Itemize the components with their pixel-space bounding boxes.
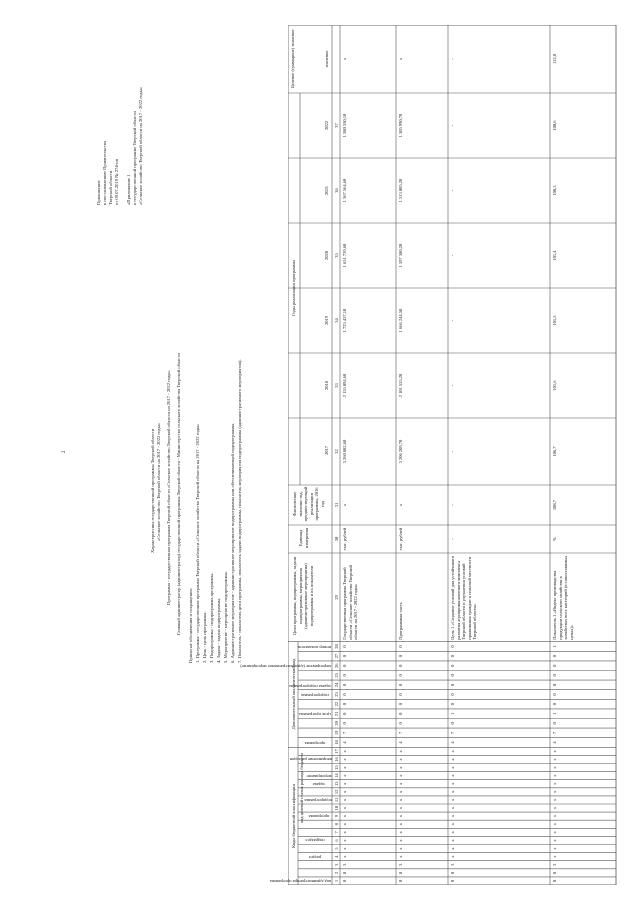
code-cell: x <box>552 782 557 785</box>
abbreviation-item: 3. Подпрограмма - подпрограмма программы. <box>209 573 214 663</box>
admin-code-cell: 0 <box>552 654 557 658</box>
column-number: 6 <box>333 839 339 842</box>
code-cell: x <box>552 815 557 818</box>
code-cell: x <box>342 855 347 858</box>
code-cell: x <box>398 839 403 842</box>
abbreviations-title: Принятые обозначения и сокращения: <box>188 588 193 663</box>
header-year: 2019 <box>324 316 329 325</box>
code-cell: x <box>450 798 455 802</box>
code-cell: 8 <box>552 871 557 874</box>
code-cell: x <box>342 815 347 818</box>
row-year-value: 1 597 380,20 <box>398 243 403 268</box>
code-cell: x <box>552 823 557 826</box>
code-cell: x <box>398 806 403 810</box>
appendix-line: Приложение <box>96 180 101 205</box>
abbreviation-item: 1. Программа - государственная программа Тверской области «Сельское хозяйство Тверской области на 2017 - 2022 годы» <box>195 423 200 663</box>
row-target: x <box>342 57 347 61</box>
row-target: x <box>398 57 403 61</box>
column-number: 37 <box>333 123 339 128</box>
code-cell: x <box>398 782 403 785</box>
admin-code-cell: 0 <box>342 674 347 677</box>
code-cell: 0 <box>450 879 455 883</box>
code-cell: x <box>398 847 403 850</box>
admin-code-cell: 0 <box>342 702 347 706</box>
admin-code-cell: 7 <box>552 731 557 735</box>
code-cell: x <box>450 839 455 842</box>
subheader-admin-code: код администратора программы <box>269 879 331 884</box>
column-number: 35 <box>333 253 339 258</box>
admin-code-cell: 0 <box>398 683 403 687</box>
code-cell: x <box>450 806 455 810</box>
column-number: 30 <box>333 536 339 542</box>
column-number: 9 <box>333 815 339 818</box>
admin-code-cell: 0 <box>450 702 455 706</box>
code-cell: x <box>552 855 557 858</box>
page-title: Характеристика государственной программы Тверской области <box>150 428 155 553</box>
header-year: 2020 <box>324 251 329 260</box>
row-fact: - <box>450 504 455 506</box>
admin-code-cell: 0 <box>450 645 455 648</box>
row-name: Государственная программа Тверской области «Сельское хозяйство Тверской области на 2017 - 2022 годы» <box>342 565 359 640</box>
code-cell: 3 <box>552 863 557 866</box>
row-year-value: 1 380 350,10 <box>342 113 347 138</box>
column-number: 5 <box>333 847 339 850</box>
code-cell: x <box>450 782 455 785</box>
column-number: 22 <box>333 701 339 707</box>
admin-code-cell: 0 <box>552 683 557 687</box>
code-cell: x <box>342 839 347 842</box>
admin-code-cell: 0 <box>342 712 347 715</box>
code-cell: x <box>552 774 557 777</box>
admin-code-cell: 0 <box>342 683 347 687</box>
column-number: 2 <box>333 871 339 874</box>
code-cell: x <box>398 758 403 761</box>
code-cell: x <box>342 806 347 810</box>
code-cell: x <box>398 790 403 793</box>
column-number: 21 <box>333 711 339 716</box>
subheader-admin-5: мероприятие (административное мероприятие) <box>240 664 331 670</box>
header-target: Целевое (суммарное) значение <box>290 29 295 89</box>
admin-code-cell: 0 <box>398 712 403 715</box>
subheader-subsection: подраздел <box>305 838 325 844</box>
subheader-admin-6: номер показателя <box>297 645 331 651</box>
column-number: 3 <box>333 863 339 866</box>
header-admin-code: Дополнительный аналитический код <box>291 658 296 730</box>
row-fact: 108,7 <box>552 499 557 511</box>
row-year-value: 100,6 <box>552 120 557 131</box>
header-target-value: значение <box>324 50 329 68</box>
admin-code-cell: 0 <box>450 664 455 667</box>
admin-code-cell: 0 <box>398 645 403 648</box>
code-cell: x <box>552 750 557 753</box>
admin-code-cell: 4 <box>450 741 455 744</box>
row-unit: тыс. рублей <box>342 527 347 551</box>
admin-code-cell: 1 <box>552 645 557 648</box>
row-name: Показатель 1 «Индекс производства продукции сельского хозяйства в хозяйствах всех категорий (в сопоставимых ценах)» <box>552 555 574 640</box>
column-number: 32 <box>333 449 339 454</box>
code-cell: x <box>552 839 557 842</box>
admin-code-cell: 1 <box>450 712 455 715</box>
row-target: 112,8 <box>552 54 557 64</box>
admin-code-cell: 0 <box>398 702 403 706</box>
column-number: 29 <box>333 595 339 600</box>
abbreviation-item: 6. Административное мероприятие - административное мероприятие подпрограммы или обеспечивающей подпрограммы. <box>230 422 235 663</box>
column-number: 28 <box>333 644 339 649</box>
admin-code-cell: 0 <box>398 654 403 658</box>
column-number: 8 <box>333 823 339 826</box>
appendix-line: «Приложение 1 <box>126 174 131 205</box>
code-cell: x <box>398 774 403 777</box>
column-number: 11 <box>333 797 339 803</box>
column-number: 13 <box>333 781 339 787</box>
code-cell: x <box>450 774 455 777</box>
row-year-value: - <box>450 189 455 192</box>
subheader-task: задача <box>312 781 326 787</box>
admin-code-cell: 4 <box>398 741 403 744</box>
row-year-value: 3 260 882,60 <box>342 439 347 464</box>
subheader-section: раздел <box>308 854 322 860</box>
admin-code-cell: 0 <box>342 693 347 696</box>
admin-code-cell: 7 <box>398 731 403 735</box>
row-fact: x <box>342 503 347 507</box>
column-number: 4 <box>333 855 339 858</box>
code-cell: x <box>342 831 347 834</box>
code-cell: x <box>342 774 347 777</box>
column-number: 20 <box>333 721 339 726</box>
admin-code-cell: 0 <box>450 654 455 658</box>
admin-code-cell: 0 <box>342 645 347 648</box>
admin-code-cell: 0 <box>450 674 455 677</box>
header-year: 2018 <box>324 381 329 390</box>
admin-code-cell: 0 <box>552 702 557 706</box>
header-unit: Единица измерения <box>298 527 309 549</box>
column-number: 7 <box>333 831 339 834</box>
code-cell: x <box>552 831 557 834</box>
row-unit: тыс. рублей <box>398 527 403 551</box>
header-goals: Цели программы, подпрограммы, задачи подпрограммы, мероприятия (административные мероприятия) подпрограммы и их показатели <box>292 556 314 636</box>
abbreviation-item: 4. Задача - задача подпрограммы. <box>216 597 221 663</box>
row-year-value: - <box>450 450 455 453</box>
column-number: 25 <box>333 673 339 678</box>
row-year-value: 1 666 244,50 <box>398 308 403 333</box>
code-cell: x <box>398 815 403 818</box>
page-number: 2 <box>62 450 67 453</box>
row-year-value: - <box>450 319 455 322</box>
row-year-value: 101,6 <box>552 380 557 391</box>
code-cell: x <box>450 766 455 769</box>
row-unit: - <box>450 538 455 540</box>
code-cell: x <box>552 847 557 850</box>
code-cell: x <box>552 798 557 802</box>
code-cell: 8 <box>450 871 455 874</box>
code-cell: 0 <box>398 879 403 883</box>
header-years-group: Годы реализации программы <box>291 260 296 316</box>
admin-code-cell: 0 <box>342 722 347 725</box>
code-cell: x <box>342 847 347 850</box>
code-cell: x <box>398 831 403 834</box>
code-cell: x <box>342 750 347 753</box>
code-cell: 3 <box>450 863 455 866</box>
subheader-admin-1: программа <box>304 741 326 747</box>
column-number: 31 <box>333 502 339 508</box>
admin-code-cell: 0 <box>552 664 557 667</box>
code-cell: x <box>342 798 347 802</box>
row-year-value: - <box>450 254 455 257</box>
row-target: - <box>450 58 455 60</box>
row-year-value: 2 155 894,60 <box>342 373 347 398</box>
admin-code-cell: 0 <box>450 693 455 696</box>
admin-code-cell: 0 <box>398 674 403 677</box>
column-number: 23 <box>333 692 339 697</box>
appendix-line: «Сельское хозяйство Тверской области на 2017 - 2022 годы» <box>138 86 143 205</box>
code-cell: 8 <box>398 871 403 874</box>
subheader-admin-2: цель программы <box>299 712 331 718</box>
row-year-value: 1 305 990,70 <box>398 113 403 138</box>
admin-code-cell: 7 <box>342 731 347 735</box>
subheader-expense-direction: направление расходов <box>289 757 332 763</box>
column-number: 34 <box>333 318 339 323</box>
appendix-line: от 09.07.2019 № 274-пп <box>114 158 119 205</box>
characteristics-table <box>240 25 618 885</box>
code-cell: x <box>398 750 403 753</box>
code-cell: x <box>552 790 557 793</box>
admin-code-cell: 0 <box>552 722 557 725</box>
code-cell: 3 <box>342 863 347 866</box>
code-cell: x <box>450 758 455 761</box>
code-cell: x <box>450 790 455 793</box>
header-year: 2022 <box>324 121 329 130</box>
code-cell: x <box>342 758 347 761</box>
subheader-admin-3: подпрограмма <box>301 693 329 699</box>
column-number: 19 <box>333 730 339 736</box>
code-cell: x <box>342 790 347 793</box>
row-year-value: 101,5 <box>552 315 557 326</box>
appendix-line: к постановлению Правительства <box>102 141 107 205</box>
row-year-value: 1 723 457,10 <box>342 308 347 333</box>
code-cell: x <box>450 823 455 826</box>
subheader-program: программа <box>308 814 330 820</box>
code-cell: x <box>450 750 455 753</box>
column-number: 33 <box>333 383 339 388</box>
code-cell: x <box>342 782 347 785</box>
row-year-value: - <box>450 124 455 127</box>
row-year-value: 1 651 739,60 <box>342 243 347 268</box>
code-cell: x <box>552 806 557 810</box>
row-fact: x <box>398 503 403 507</box>
row-year-value: - <box>450 384 455 387</box>
admin-code-cell: 4 <box>552 741 557 744</box>
code-cell: x <box>398 798 403 802</box>
code-cell: x <box>342 823 347 826</box>
admin-code-cell: 0 <box>398 664 403 667</box>
abbreviation-item: 5. Мероприятие - мероприятие подпрограммы. <box>223 571 228 663</box>
admin-code-cell: 0 <box>398 722 403 725</box>
admin-code-cell: 0 <box>552 693 557 696</box>
code-cell: x <box>450 847 455 850</box>
header-fact: Фактическое значение год, предшествующий реализации программы, 2016 год <box>292 486 325 522</box>
code-cell: x <box>552 758 557 761</box>
admin-code-cell: 0 <box>342 664 347 667</box>
column-number: 15 <box>333 765 339 770</box>
admin-code-cell: 0 <box>450 683 455 687</box>
header-year: 2017 <box>324 446 329 455</box>
code-cell: 3 <box>398 863 403 866</box>
code-cell: x <box>342 766 347 769</box>
subheader-event: мероприятие <box>306 773 332 779</box>
code-cell: x <box>450 855 455 858</box>
abbreviation-item: 2. Цель - цель программы. <box>202 611 207 663</box>
abbreviation-item: 7. Показатель - показатель цели программы, показатель задачи подпрограммы, показатель мероприятия подпрограммы (административного мероприятия). <box>237 359 242 663</box>
column-number: 1 <box>333 879 339 883</box>
admin-code-cell: 0 <box>398 693 403 696</box>
column-number: 16 <box>333 757 339 762</box>
row-name: Программная часть <box>398 602 403 640</box>
admin-code-cell: 1 <box>552 712 557 715</box>
code-cell: x <box>398 855 403 858</box>
row-year-value: 100,5 <box>552 185 557 196</box>
row-name: Цель 1 «Создание условий для устойчивого развития агропромышленного комплекса Тверской области и улучшения условий проживания граждан в сельской местности Тверской области» <box>450 555 478 640</box>
row-year-value: 1 367 564,60 <box>342 178 347 203</box>
row-unit: % <box>552 537 557 541</box>
admin-line: Главный администратор (администратор) государственной программы Тверской области - Министерство сельского хозяйства Тверской области <box>176 353 181 635</box>
code-cell: x <box>552 766 557 769</box>
column-number: 12 <box>333 789 339 795</box>
column-number: 24 <box>333 682 339 688</box>
header-budget-codes: Коды бюджетной классификации <box>291 784 296 848</box>
row-year-value: 3 206 209,70 <box>398 439 403 464</box>
subheader-target-article: код целевой статьи расхода бюджета <box>299 752 304 823</box>
column-number: 27 <box>333 653 339 659</box>
row-year-value: 101,4 <box>552 250 557 261</box>
admin-code-cell: 0 <box>450 722 455 725</box>
admin-code-cell: 4 <box>342 741 347 744</box>
admin-code-cell: 0 <box>342 654 347 658</box>
page-subtitle: «Сельское хозяйство Тверской области на 2017 - 2022 годы» <box>156 422 161 541</box>
column-number: 26 <box>333 663 339 668</box>
header-year: 2021 <box>324 186 329 195</box>
admin-code-cell: 0 <box>552 674 557 677</box>
appendix-line: к государственной программе Тверской области <box>132 111 137 205</box>
admin-code-cell: 7 <box>450 731 455 735</box>
subheader-subprogram: подпрограмма <box>304 798 332 803</box>
subheader-admin-4: задача подпрограммы <box>289 683 331 689</box>
code-cell: x <box>398 823 403 826</box>
column-number: 18 <box>333 740 339 745</box>
column-number: 14 <box>333 773 339 778</box>
code-cell: x <box>450 831 455 834</box>
code-cell: 0 <box>552 879 557 883</box>
column-number: 10 <box>333 805 339 811</box>
code-cell: 8 <box>342 871 347 874</box>
code-cell: x <box>398 766 403 769</box>
row-year-value: 106,7 <box>552 446 557 457</box>
row-year-value: 1 313 005,20 <box>398 178 403 203</box>
code-cell: 0 <box>342 879 347 883</box>
row-year-value: 2 101 555,20 <box>398 373 403 398</box>
column-number: 17 <box>333 749 339 754</box>
code-cell: x <box>450 815 455 818</box>
appendix-line: Тверской области <box>108 170 113 205</box>
program-line: Программа - государственная программа Тверской области «Сельское хозяйство Тверской области на 2017 - 2022 годы» <box>166 370 171 605</box>
column-number: 36 <box>333 188 339 193</box>
